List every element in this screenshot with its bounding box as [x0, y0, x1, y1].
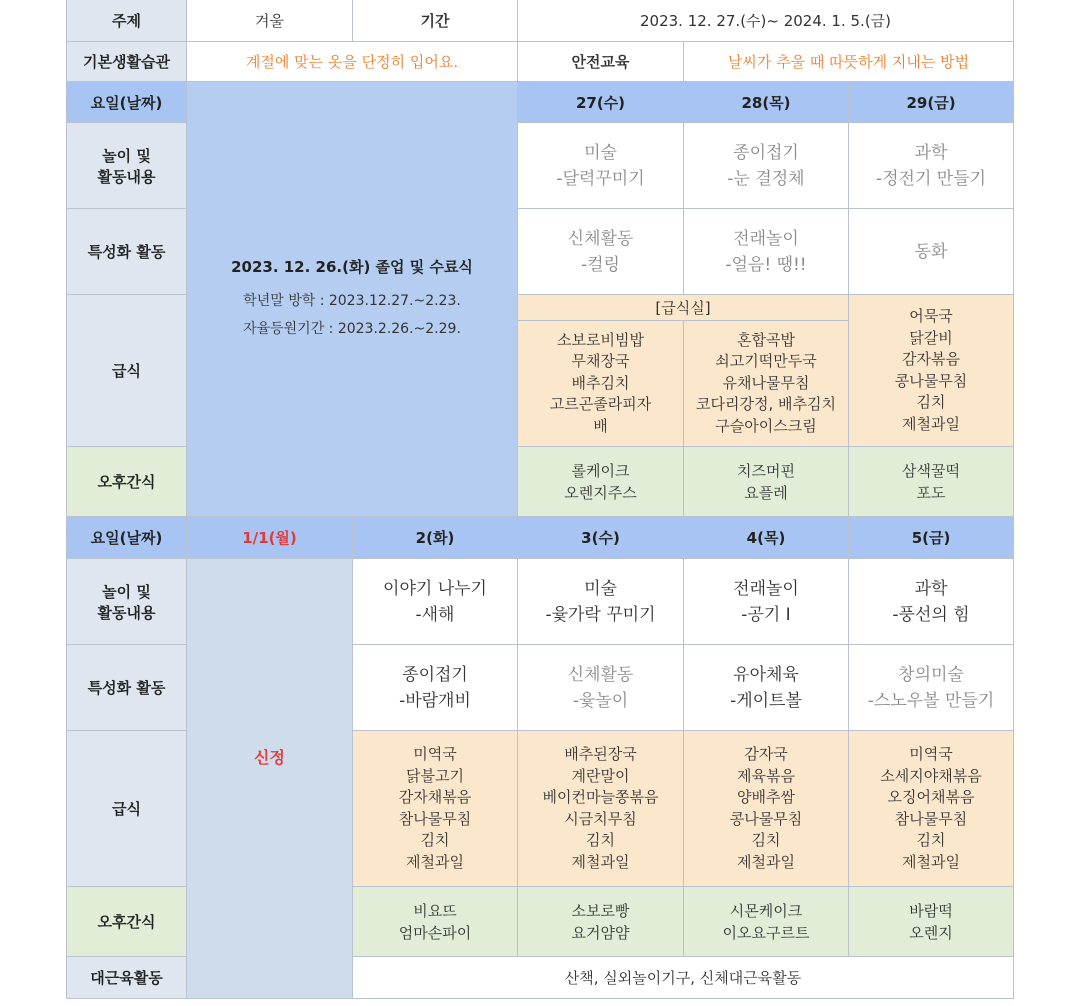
special-cell: 신체활동 -윷놀이	[518, 645, 684, 731]
meal-cell: 미역국 소세지야채볶음 오징어채볶음 참나물무침 김치 제철과일	[849, 731, 1014, 887]
special-cell: 동화	[849, 209, 1014, 295]
play-cell: 미술 -달력꾸미기	[518, 123, 684, 209]
gross-motor-label: 대근육활동	[67, 957, 187, 999]
meal-cell: 배추된장국 계란말이 베이컨마늘쫑볶음 시금치무침 김치 제철과일	[518, 731, 684, 887]
day-row-label: 요일(날짜)	[67, 82, 187, 123]
play-cell: 과학 -정전기 만들기	[849, 123, 1014, 209]
day-header: 3(수)	[518, 517, 684, 559]
day-header: 28(목)	[684, 82, 849, 123]
day-row-label: 요일(날짜)	[67, 517, 187, 559]
snack-cell: 시몬케이크 이오요구르트	[684, 887, 849, 957]
play-cell: 미술 -윷가락 꾸미기	[518, 559, 684, 645]
snack-cell: 소보로빵 요거얌얌	[518, 887, 684, 957]
safety-value: 날씨가 추울 때 따뜻하게 지내는 방법	[684, 42, 1014, 82]
snack-row-label: 오후간식	[67, 447, 187, 517]
gross-motor-value: 산책, 실외놀이기구, 신체대근육활동	[353, 957, 1014, 999]
period-value: 2023. 12. 27.(수)~ 2024. 1. 5.(금)	[518, 0, 1014, 42]
period-label: 기간	[353, 0, 518, 42]
special-cell: 전래놀이 -얼음! 땡!!	[684, 209, 849, 295]
habit-value: 계절에 맞는 옷을 단정히 입어요.	[187, 42, 518, 82]
special-row-label: 특성화 활동	[67, 209, 187, 295]
notice-main: 2023. 12. 26.(화) 졸업 및 수료식	[231, 257, 473, 276]
special-cell: 창의미술 -스노우볼 만들기	[849, 645, 1014, 731]
meal-cell: 혼합곡밥 쇠고기떡만두국 유채나물무침 코다리강정, 배추김치 구슬아이스크림	[684, 321, 849, 447]
play-cell: 전래놀이 -공기 I	[684, 559, 849, 645]
special-cell: 신체활동 -컬링	[518, 209, 684, 295]
play-row-label: 놀이 및 활동내용	[67, 123, 187, 209]
theme-label: 주제	[67, 0, 187, 42]
day-header: 5(금)	[849, 517, 1014, 559]
snack-cell: 치즈머핀 요플레	[684, 447, 849, 517]
theme-value: 겨울	[187, 0, 353, 42]
notice-cell	[187, 82, 518, 517]
play-cell: 과학 -풍선의 힘	[849, 559, 1014, 645]
day-header: 27(수)	[518, 82, 684, 123]
snack-cell: 롤케이크 오렌지주스	[518, 447, 684, 517]
holiday-header: 1/1(월)	[187, 517, 353, 559]
meal-cell: 어묵국 닭갈비 감자볶음 콩나물무침 김치 제철과일	[849, 295, 1014, 447]
snack-row-label: 오후간식	[67, 887, 187, 957]
notice-line: 학년말 방학 : 2023.12.27.~2.23.	[243, 292, 461, 309]
special-cell: 종이접기 -바람개비	[353, 645, 518, 731]
day-header: 29(금)	[849, 82, 1014, 123]
snack-cell: 비요뜨 엄마손파이	[353, 887, 518, 957]
snack-cell: 삼색꿀떡 포도	[849, 447, 1014, 517]
weekly-schedule-table	[66, 0, 1014, 999]
meal-row-label: 급식	[67, 731, 187, 887]
safety-label: 안전교육	[518, 42, 684, 82]
snack-cell: 바람떡 오렌지	[849, 887, 1014, 957]
meal-cell: 소보로비빔밥 무채장국 배추김치 고르곤졸라피자 배	[518, 321, 684, 447]
day-header: 2(화)	[353, 517, 518, 559]
notice-line: 자율등원기간 : 2023.2.26.~2.29.	[243, 320, 461, 337]
holiday-cell	[187, 559, 353, 999]
special-cell: 유아체육 -게이트볼	[684, 645, 849, 731]
holiday-name: 신정	[254, 748, 285, 767]
day-header: 4(목)	[684, 517, 849, 559]
play-cell: 이야기 나누기 -새해	[353, 559, 518, 645]
habit-label: 기본생활습관	[67, 42, 187, 82]
play-row-label: 놀이 및 활동내용	[67, 559, 187, 645]
meal-cell: 미역국 닭불고기 감자채볶음 참나물무침 김치 제철과일	[353, 731, 518, 887]
meal-row-label: 급식	[67, 295, 187, 447]
lunchroom-label: [급식실]	[518, 295, 849, 321]
play-cell: 종이접기 -눈 결정체	[684, 123, 849, 209]
meal-cell: 감자국 제육볶음 양배추쌈 콩나물무침 김치 제철과일	[684, 731, 849, 887]
special-row-label: 특성화 활동	[67, 645, 187, 731]
